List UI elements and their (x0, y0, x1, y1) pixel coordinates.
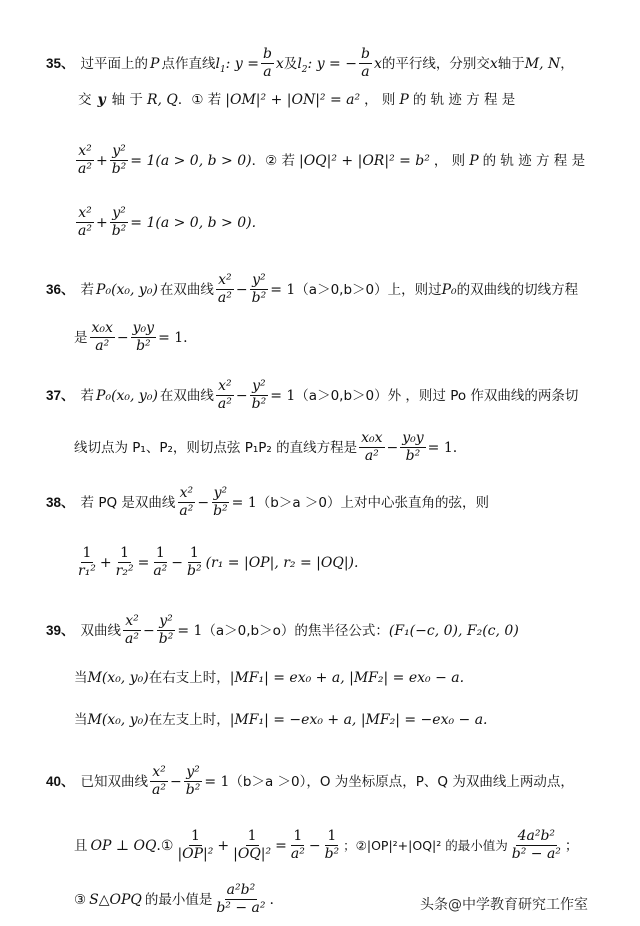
p40-line1 (46, 764, 574, 799)
math: |MF₁| = ex₀ + a, |MF₂| = ex₀ − a. (229, 670, 465, 686)
fraction: $\frac{\text{y²}}{\text{b²}}$ (251, 272, 267, 306)
math: = 1. (158, 329, 188, 346)
text: 若 (80, 387, 95, 404)
math: .① (156, 837, 174, 854)
math: P (150, 55, 160, 72)
math: R, Q (146, 92, 178, 108)
fraction: $\frac{\text{y₀y}}{\text{b²}}$ (402, 430, 424, 464)
text: 及 (283, 55, 298, 72)
text: 当 (74, 670, 88, 686)
text: （b＞a ＞0），O 为坐标原点，P、Q 为双曲线上两动点， (229, 773, 574, 790)
text: 在双曲线 (159, 281, 214, 298)
math: − (386, 439, 399, 456)
text: ； (564, 837, 579, 854)
p39-line3 (74, 710, 488, 730)
math: − (143, 622, 155, 639)
text: 的最小值是 (144, 891, 213, 908)
text: 轴 于 (111, 92, 143, 108)
math: + (95, 214, 108, 231)
p37-line2 (74, 430, 457, 465)
math: (F₁(−c, 0), F₂(c, 0) (388, 622, 519, 639)
fraction: $\frac{1}{\text{r₂²}}$ (115, 545, 134, 579)
math: − (235, 387, 248, 404)
item-number: 35、 (46, 55, 75, 71)
text: 若 (80, 281, 95, 298)
math: $l_1$ (215, 55, 226, 75)
at-sign: @ (448, 897, 462, 913)
math: = 1(a > 0, b > 0) (130, 152, 252, 169)
math: : y = (225, 55, 259, 72)
math: = 1. (427, 439, 458, 456)
fraction: $\frac{\text{x²}}{\text{a²}}$ (125, 613, 139, 647)
fraction: $\frac{\text{y²}}{\text{b²}}$ (251, 378, 267, 412)
fraction: $\frac{\text{x²}}{\text{a²}}$ (179, 485, 194, 519)
fraction: $\frac{1}{\text{b²}}$ (187, 545, 202, 579)
watermark-author: 中学教育研究工作室 (462, 897, 588, 913)
text: 已知双曲线 (80, 773, 149, 790)
item-number: 38、 (46, 494, 75, 510)
text: （a＞0,b＞0）外 ，则过 Po 作双曲线的两条切 (295, 387, 579, 404)
math: = (137, 554, 150, 571)
fraction: $\frac{1}{\text{b²}}$ (324, 828, 340, 862)
fraction: $\frac{\text{y²}}{\text{b²}}$ (158, 613, 174, 647)
math: − (235, 281, 248, 298)
math: M, N (524, 55, 561, 72)
p39-line1 (46, 613, 519, 648)
fraction: $\frac{b}{a}$ (262, 46, 272, 80)
math: = 1(a > 0, b > 0). (130, 214, 257, 231)
math: + (99, 554, 112, 571)
math: = 1 (270, 281, 296, 298)
text: 是 (74, 329, 88, 346)
p36-line1 (46, 272, 578, 307)
fraction: $\frac{\text{y²}}{\text{b²}}$ (111, 143, 127, 177)
math: P₀ (441, 281, 457, 298)
fraction: $\frac{\text{x²}}{\text{a²}}$ (78, 143, 92, 177)
math: P₀(x₀, y₀) (96, 387, 158, 404)
text: 在右支上时， (148, 670, 230, 686)
item-number: 40、 (46, 773, 75, 789)
math: x (275, 55, 284, 72)
watermark (420, 894, 588, 914)
text: （a＞0,b＞0）上，则过 (295, 281, 442, 298)
math: |MF₁| = −ex₀ + a, |MF₂| = −ex₀ − a. (229, 712, 488, 728)
fraction: $\frac{1}{\text{|OP|²}}$ (177, 828, 214, 862)
item-number: 36、 (46, 281, 75, 297)
fraction: $\frac{\text{y²}}{\text{b²}}$ (213, 485, 228, 519)
text: ， (560, 55, 574, 72)
fraction: $\frac{1}{\text{r₁²}}$ (78, 545, 96, 579)
math: M(x₀, y₀) (87, 670, 149, 686)
math: P (399, 92, 409, 108)
fraction: $\frac{1}{\text{|OQ|²}}$ (233, 828, 272, 862)
fraction: $\frac{\text{x²}}{\text{a²}}$ (217, 272, 232, 306)
math: = (275, 837, 287, 854)
fraction: $\frac{1}{\text{a²}}$ (290, 828, 305, 862)
math: OP ⊥ OQ (90, 837, 157, 854)
text: 过平面上的 (80, 55, 149, 72)
text: 的 轨 迹 方 程 是 (412, 92, 516, 108)
math: = 1 (231, 494, 257, 511)
math: (r₁ = |OP|, r₂ = |OQ|). (205, 554, 359, 571)
fraction: $\frac{\text{x₀x}}{\text{a²}}$ (361, 430, 383, 464)
math: x (489, 55, 498, 72)
fraction: $\frac{\text{y²}}{\text{b²}}$ (185, 764, 201, 798)
fraction: $\frac{\text{4a²b²}}{\text{b² − a²}}$ (511, 828, 561, 862)
p35-line3 (74, 143, 585, 178)
text: 在双曲线 (159, 387, 214, 404)
p38-line1 (46, 485, 489, 520)
fraction: $\frac{\text{y²}}{\text{b²}}$ (111, 205, 127, 239)
p37-line1 (46, 378, 578, 413)
fraction: $\frac{b}{a}$ (360, 46, 370, 80)
p40-line3 (74, 882, 274, 917)
text: 当 (74, 712, 88, 728)
fraction: $\frac{\text{x²}}{\text{a²}}$ (78, 205, 92, 239)
math: − (197, 494, 210, 511)
math: − (308, 837, 321, 854)
math: + (217, 837, 230, 854)
text: ， 则 (364, 92, 396, 108)
text: 若 PQ 是双曲线 (80, 494, 176, 511)
fraction: $\frac{\text{x²}}{\text{a²}}$ (217, 378, 232, 412)
p35-line2 (78, 90, 515, 110)
math: = 1 (204, 773, 230, 790)
p40-line2 (74, 828, 578, 863)
p38-line2 (74, 545, 358, 580)
text: （a＞0,b＞o）的焦半径公式： (202, 622, 389, 639)
text: ．② 若 (251, 152, 295, 169)
math: = 1 (177, 622, 203, 639)
math: : y = − (307, 55, 357, 72)
text: 且 (74, 837, 88, 854)
math: P₀(x₀, y₀) (96, 281, 158, 298)
watermark-brand: 头条 (420, 897, 448, 913)
item-number: 37、 (46, 387, 75, 403)
text: 轴于 (497, 55, 525, 72)
math: + (95, 152, 108, 169)
fraction: $\frac{1}{\text{a²}}$ (153, 545, 168, 579)
text: 线切点为 P₁、P₂，则切点弦 P₁P₂ 的直线方程是 (74, 439, 358, 456)
math: P (469, 152, 479, 169)
item-number: 39、 (46, 622, 75, 638)
text: ③ (74, 891, 87, 908)
text: 的平行线，分别交 (381, 55, 490, 72)
text: 的双曲线的切线方程 (456, 281, 579, 298)
text: ， 则 (433, 152, 466, 169)
p39-line2 (74, 668, 464, 688)
math: S△OPQ (89, 891, 142, 908)
math: y (97, 92, 106, 108)
p36-line2 (74, 320, 188, 355)
p35-line1 (46, 46, 574, 81)
math: |OQ|² + |OR|² = b² (298, 152, 430, 169)
text: 的 轨 迹 方 程 是 (482, 152, 586, 169)
text: （b＞a ＞0）上对中心张直角的弦，则 (256, 494, 489, 511)
math: x (373, 55, 382, 72)
p35-line4 (74, 205, 256, 240)
text: ；②|OP|²+|OQ|² 的最小值为 (343, 837, 508, 853)
text: ．① 若 (177, 92, 222, 108)
math: $l_2$ (297, 55, 308, 75)
fraction: $\frac{\text{x²}}{\text{a²}}$ (152, 764, 166, 798)
text: 双曲线 (80, 622, 122, 639)
math: − (171, 554, 184, 571)
math: |OM|² + |ON|² = a² (225, 92, 361, 108)
math: M(x₀, y₀) (87, 712, 149, 728)
text: 在左支上时， (148, 712, 230, 728)
math: = 1 (270, 387, 296, 404)
fraction: $\frac{\text{a²b²}}{\text{b² − a²}}$ (216, 882, 266, 916)
math: − (116, 329, 129, 346)
math: − (170, 773, 182, 790)
text: 点作直线 (161, 55, 216, 72)
math: . (269, 891, 274, 908)
fraction: $\frac{\text{x₀x}}{\text{a²}}$ (91, 320, 113, 354)
text: 交 (78, 92, 92, 108)
fraction: $\frac{\text{y₀y}}{\text{b²}}$ (132, 320, 155, 354)
